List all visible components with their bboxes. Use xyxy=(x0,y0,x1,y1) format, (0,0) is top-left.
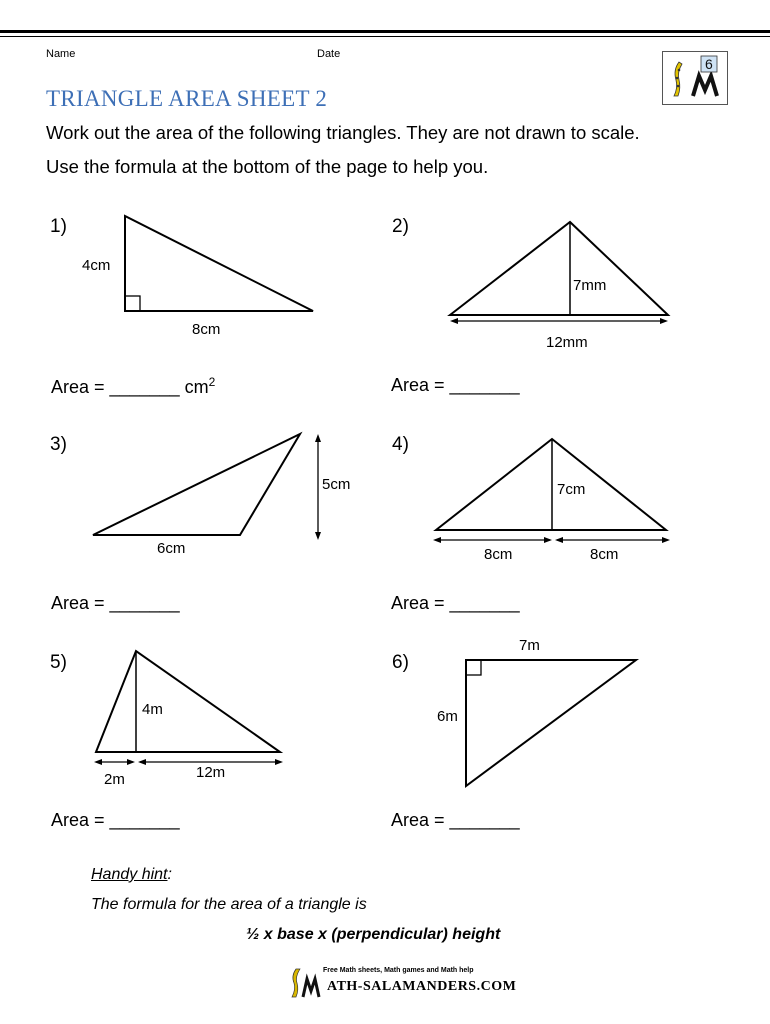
problem-2-height-label: 7mm xyxy=(573,277,607,294)
name-label: Name xyxy=(46,48,76,60)
problem-3-area-label: Area = _______ xyxy=(51,593,180,613)
triangle-1 xyxy=(125,216,313,311)
right-angle-marker xyxy=(125,296,140,311)
problem-2-base-label: 12mm xyxy=(546,334,588,351)
hint-line: The formula for the area of a triangle is xyxy=(91,896,367,913)
triangle-3 xyxy=(93,434,321,540)
page-title: TRIANGLE AREA SHEET 2 xyxy=(46,86,328,111)
problem-3-number: 3) xyxy=(50,434,67,455)
triangle-6 xyxy=(466,660,636,786)
hint-heading-text: Handy hint xyxy=(91,866,168,883)
problem-4-base-right-label: 8cm xyxy=(590,546,619,563)
triangle-4 xyxy=(433,439,670,543)
problem-6-side-label: 6m xyxy=(437,708,458,725)
problem-4-number: 4) xyxy=(392,434,409,455)
problem-1-area xyxy=(51,375,215,398)
logo-grade: 6 xyxy=(705,56,713,72)
instruction-line-1: Work out the area of the following triangles. They are not drawn to scale. xyxy=(46,122,640,143)
problem-6-area-label: Area = _______ xyxy=(391,810,520,830)
hint-heading xyxy=(91,866,172,884)
right-angle-marker xyxy=(466,660,481,675)
footer-salamander-icon xyxy=(287,965,327,1001)
problem-1-base-label: 8cm xyxy=(192,321,221,338)
problem-1-area-unit-exp: 2 xyxy=(208,375,216,389)
formula: ½ x base x (perpendicular) height xyxy=(246,926,501,943)
problem-4-base-left-label: 8cm xyxy=(484,546,513,563)
footer-logo xyxy=(287,963,517,1003)
problem-3-base-label: 6cm xyxy=(157,540,186,557)
footer-site: ATH-SALAMANDERS.COM xyxy=(327,979,517,994)
problem-2-number: 2) xyxy=(392,216,409,237)
problem-5-height-label: 4m xyxy=(142,701,163,718)
problem-3-height-label: 5cm xyxy=(322,476,351,493)
problem-5-area-label: Area = _______ xyxy=(51,810,180,830)
hint-heading-colon: : xyxy=(167,866,172,883)
problem-1-area-label: Area = _______ xyxy=(51,377,180,397)
problem-4-height-label: 7cm xyxy=(557,481,586,498)
problem-1-number: 1) xyxy=(50,216,67,237)
problem-4-area-label: Area = _______ xyxy=(391,593,520,613)
problem-6-top-label: 7m xyxy=(519,637,540,654)
problem-1-height-label: 4cm xyxy=(82,257,111,274)
triangle-2 xyxy=(450,222,668,324)
problem-5-base-right-label: 12m xyxy=(196,764,226,781)
problem-1-area-unit: cm xyxy=(184,377,209,397)
footer-tagline: Free Math sheets, Math games and Math help xyxy=(323,967,474,974)
instruction-line-2: Use the formula at the bottom of the page to help you. xyxy=(46,156,489,177)
date-label: Date xyxy=(317,48,341,60)
problem-6-number: 6) xyxy=(392,652,409,673)
problem-5-base-left-label: 2m xyxy=(104,771,125,788)
triangle-5 xyxy=(94,651,283,765)
problem-2-area-label: Area = _______ xyxy=(391,375,520,395)
problem-5-number: 5) xyxy=(50,652,67,673)
